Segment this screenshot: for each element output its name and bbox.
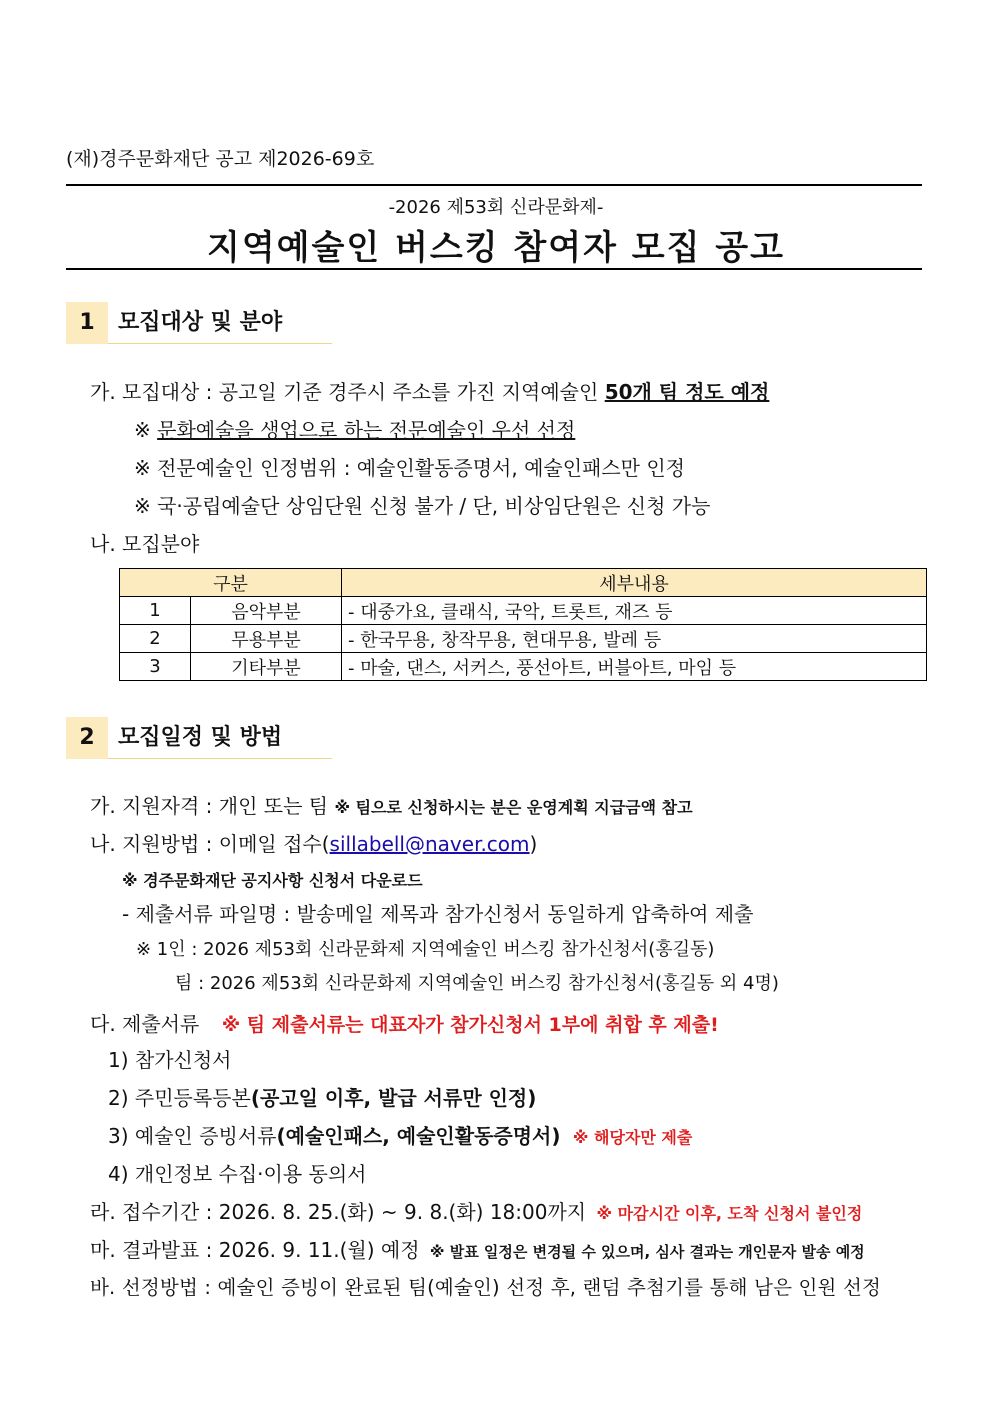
row-number: 1 [120,597,191,625]
period-note: ※ 마감시간 이후, 도착 신청서 불인정 [596,1204,863,1223]
section-title: 모집대상 및 분야 [118,310,283,335]
table-row [120,625,927,653]
section-number: 1 [66,302,108,344]
header-category: 구분 [120,569,342,597]
eligibility-line [90,790,693,819]
target-emphasis: 50개 팀 정도 예정 [604,380,770,404]
target-line [90,376,769,405]
row-detail: - 마술, 댄스, 서커스, 풍선아트, 버블아트, 마임 등 [342,653,927,681]
row-name: 기타부분 [191,653,342,681]
method-line [90,828,537,857]
section-2-header [66,717,332,759]
filename-example-team: 팀 : 2026 제53회 신라문화제 지역예술인 버스킹 참가신청서(홍길동 외 4명) [175,973,779,994]
document-text: 2) 주민등록등본 [108,1086,251,1110]
method-close: ) [529,832,538,856]
eligibility-text: 가. 지원자격 : 개인 또는 팀 [90,794,335,818]
method-text: 나. 지원방법 : 이메일 접수( [90,832,330,856]
section-underline [108,343,332,344]
result-text: 마. 결과발표 : 2026. 9. 11.(월) 예정 [90,1238,420,1262]
row-name: 음악부분 [191,597,342,625]
result-line [90,1234,865,1263]
document-note: ※ 해당자만 제출 [572,1128,693,1147]
table-row [120,653,927,681]
section-number: 2 [66,717,108,759]
table-row [120,597,927,625]
document-item: 4) 개인정보 수집·이용 동의서 [108,1162,367,1186]
section-1-header [66,302,332,344]
row-detail: - 대중가요, 클래식, 국악, 트롯트, 재즈 등 [342,597,927,625]
documents-text: 다. 제출서류 [90,1012,200,1036]
field-heading: 나. 모집분야 [90,532,200,556]
filename-rule: - 제출서류 파일명 : 발송메일 제목과 참가신청서 동일하게 압축하여 제출 [122,902,754,926]
download-note: ※ 경주문화재단 공지사항 신청서 다운로드 [122,871,423,890]
title-rule [66,268,922,270]
row-name: 무용부분 [191,625,342,653]
notice-number: (재)경주문화재단 공고 제2026-69호 [66,148,375,170]
target-text: 가. 모집대상 : 공고일 기준 경주시 주소를 가진 지역예술인 [90,380,605,404]
period-text: 라. 접수기간 : 2026. 8. 25.(화) ~ 9. 8.(화) 18:00까지 [90,1200,587,1224]
section-underline [108,758,332,759]
header-detail: 세부내용 [342,569,927,597]
documents-warning: ※ 팀 제출서류는 대표자가 참가신청서 1부에 취합 후 제출! [221,1014,719,1036]
row-detail: - 한국무용, 창작무용, 현대무용, 발레 등 [342,625,927,653]
category-table [119,568,927,681]
document-emphasis: (예술인패스, 예술인활동증명서) [276,1124,561,1148]
eligibility-note: ※ 팀으로 신청하시는 분은 운영계획 지급금액 참고 [334,798,693,817]
filename-example-individual: ※ 1인 : 2026 제53회 신라문화제 지역예술인 버스킹 참가신청서(홍길동) [136,939,715,960]
note-range: ※ 전문예술인 인정범위 : 예술인활동증명서, 예술인패스만 인정 [134,456,685,480]
note-priority [134,414,575,443]
documents-heading [90,1008,719,1037]
document-item: 1) 참가신청서 [108,1048,232,1072]
note-priority-text: 문화예술을 생업으로 하는 전문예술인 우선 선정 [157,418,576,442]
page-title: 지역예술인 버스킹 참여자 모집 공고 [206,228,785,268]
selection-line: 바. 선정방법 : 예술인 증빙이 완료된 팀(예술인) 선정 후, 랜덤 추첨기를 통해 남은 인원 선정 [90,1276,882,1299]
result-note: ※ 발표 일정은 변경될 수 있으며, 심사 결과는 개인문자 발송 예정 [429,1243,865,1261]
row-number: 3 [120,653,191,681]
document-text: 3) 예술인 증빙서류 [108,1124,277,1148]
table-header-row [120,569,927,597]
document-item [108,1120,692,1149]
document-item [108,1082,536,1111]
subtitle: -2026 제53회 신라문화제- [388,197,604,218]
email-link[interactable]: sillabell@naver.com [329,832,530,856]
top-rule [66,184,922,186]
note-mark: ※ [134,418,158,442]
period-line [90,1196,862,1225]
note-restriction: ※ 국·공립예술단 상임단원 신청 불가 / 단, 비상임단원은 신청 가능 [134,494,711,518]
row-number: 2 [120,625,191,653]
document-emphasis: (공고일 이후, 발급 서류만 인정) [250,1086,537,1110]
section-title: 모집일정 및 방법 [118,725,283,750]
